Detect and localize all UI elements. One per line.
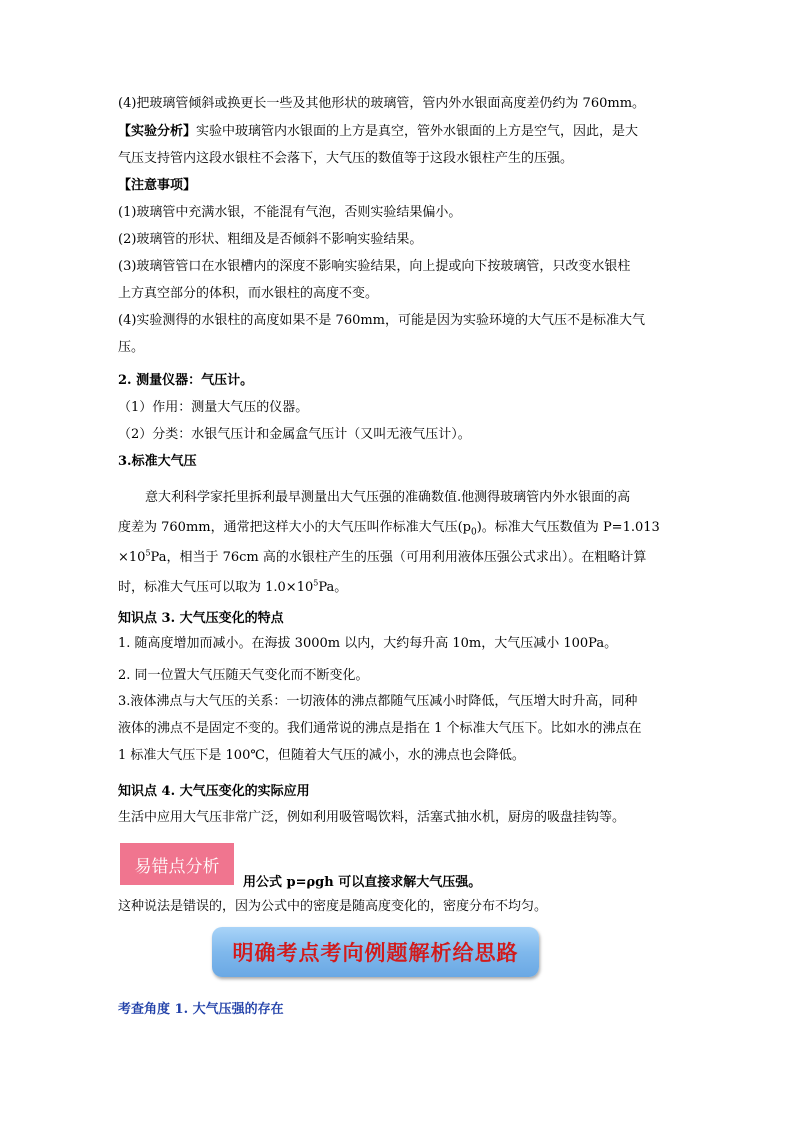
paragraph-line bbox=[118, 518, 660, 538]
text: )。标准大气压数值为 P=1.013 bbox=[476, 520, 660, 535]
paragraph-line: 1. 随高度增加而减小。在海拔 3000m 以内，大约每升高 10m，大气压减小 100Pa。 bbox=[118, 636, 618, 651]
paragraph-line: (3)玻璃管管口在水银槽内的深度不影响实验结果，向上提或向下按玻璃管，只改变水银柱 bbox=[118, 259, 631, 274]
paragraph-line: 气压支持管内这段水银柱不会落下，大气压的数值等于这段水银柱产生的压强。 bbox=[118, 151, 574, 166]
paragraph-line: （2）分类：水银气压计和金属盒气压计（又叫无液气压计）。 bbox=[118, 427, 471, 442]
superscript: 5 bbox=[313, 578, 319, 588]
paragraph-line: (1)玻璃管中充满水银，不能混有气泡，否则实验结果偏小。 bbox=[118, 205, 462, 220]
section-title-angle-1: 考查角度 1. 大气压强的存在 bbox=[118, 1002, 284, 1017]
text: 实验中玻璃管内水银面的上方是真空，管外水银面的上方是空气，因此，是大 bbox=[196, 124, 639, 139]
heading-knowledge-3: 知识点 3. 大气压变化的特点 bbox=[118, 611, 284, 626]
paragraph-line: (4)实验测得的水银柱的高度如果不是 760mm，可能是因为实验环境的大气压不是标准大气 bbox=[118, 313, 646, 328]
paragraph-line: (2)玻璃管的形状、粗细及是否倾斜不影响实验结果。 bbox=[118, 232, 423, 247]
heading-instrument: 2. 测量仪器：气压计。 bbox=[118, 373, 254, 388]
heading-standard-pressure: 3.标准大气压 bbox=[118, 454, 197, 469]
text: Pa，相当于 76cm 高的水银柱产生的压强（可用利用液体压强公式求出）。在粗略计算 bbox=[150, 550, 647, 565]
paragraph-line bbox=[118, 122, 638, 142]
paragraph-line: 生活中应用大气压非常广泛，例如利用吸管喝饮料，活塞式抽水机，厨房的吸盘挂钩等。 bbox=[118, 810, 626, 825]
paragraph-line: （1）作用：测量大气压的仪器。 bbox=[118, 400, 309, 415]
paragraph-line bbox=[118, 548, 646, 568]
subscript: 0 bbox=[471, 527, 477, 538]
heading-knowledge-4: 知识点 4. 大气压变化的实际应用 bbox=[118, 784, 310, 799]
paragraph-line: 这种说法是错误的，因为公式中的密度是随高度变化的，密度分布不均匀。 bbox=[118, 899, 548, 914]
text: 度差为 760mm，通常把这样大小的大气压叫作标准大气压(p bbox=[118, 520, 471, 535]
paragraph-line: 2. 同一位置大气压随天气变化而不断变化。 bbox=[118, 668, 369, 683]
paragraph-line: 意大利科学家托里拆利最早测量出大气压强的准确数值.他测得玻璃管内外水银面的高 bbox=[145, 490, 631, 505]
heading-notes: 【注意事项】 bbox=[118, 178, 197, 193]
paragraph-line: (4)把玻璃管倾斜或换更长一些及其他形状的玻璃管，管内外水银面高度差仍约为 760mm。 bbox=[118, 96, 646, 111]
text: ×10 bbox=[118, 550, 146, 565]
paragraph-line: 液体的沸点不是固定不变的。我们通常说的沸点是指在 1 个标准大气压下。比如水的沸点在 bbox=[118, 721, 642, 736]
text: Pa。 bbox=[318, 580, 348, 595]
error-statement: 用公式 p=ρgh 可以直接求解大气压强。 bbox=[243, 875, 482, 890]
paragraph-line bbox=[118, 578, 347, 598]
heading-experiment-analysis: 【实验分析】 bbox=[118, 124, 197, 139]
superscript: 5 bbox=[145, 548, 151, 558]
text: 时，标准大气压可以取为 1.0×10 bbox=[118, 580, 314, 595]
paragraph-line: 上方真空部分的体积，而水银柱的高度不变。 bbox=[118, 286, 379, 301]
paragraph-line: 3.液体沸点与大气压的关系：一切液体的沸点都随气压减小时降低，气压增大时升高，同种 bbox=[118, 694, 638, 709]
paragraph-line: 1 标准大气压下是 100℃，但随着大气压的减小，水的沸点也会降低。 bbox=[118, 748, 525, 763]
paragraph-line: 压。 bbox=[118, 340, 145, 355]
error-analysis-badge: 易错点分析 bbox=[120, 843, 234, 885]
example-analysis-banner: 明确考点考向例题解析给思路 bbox=[212, 927, 539, 977]
